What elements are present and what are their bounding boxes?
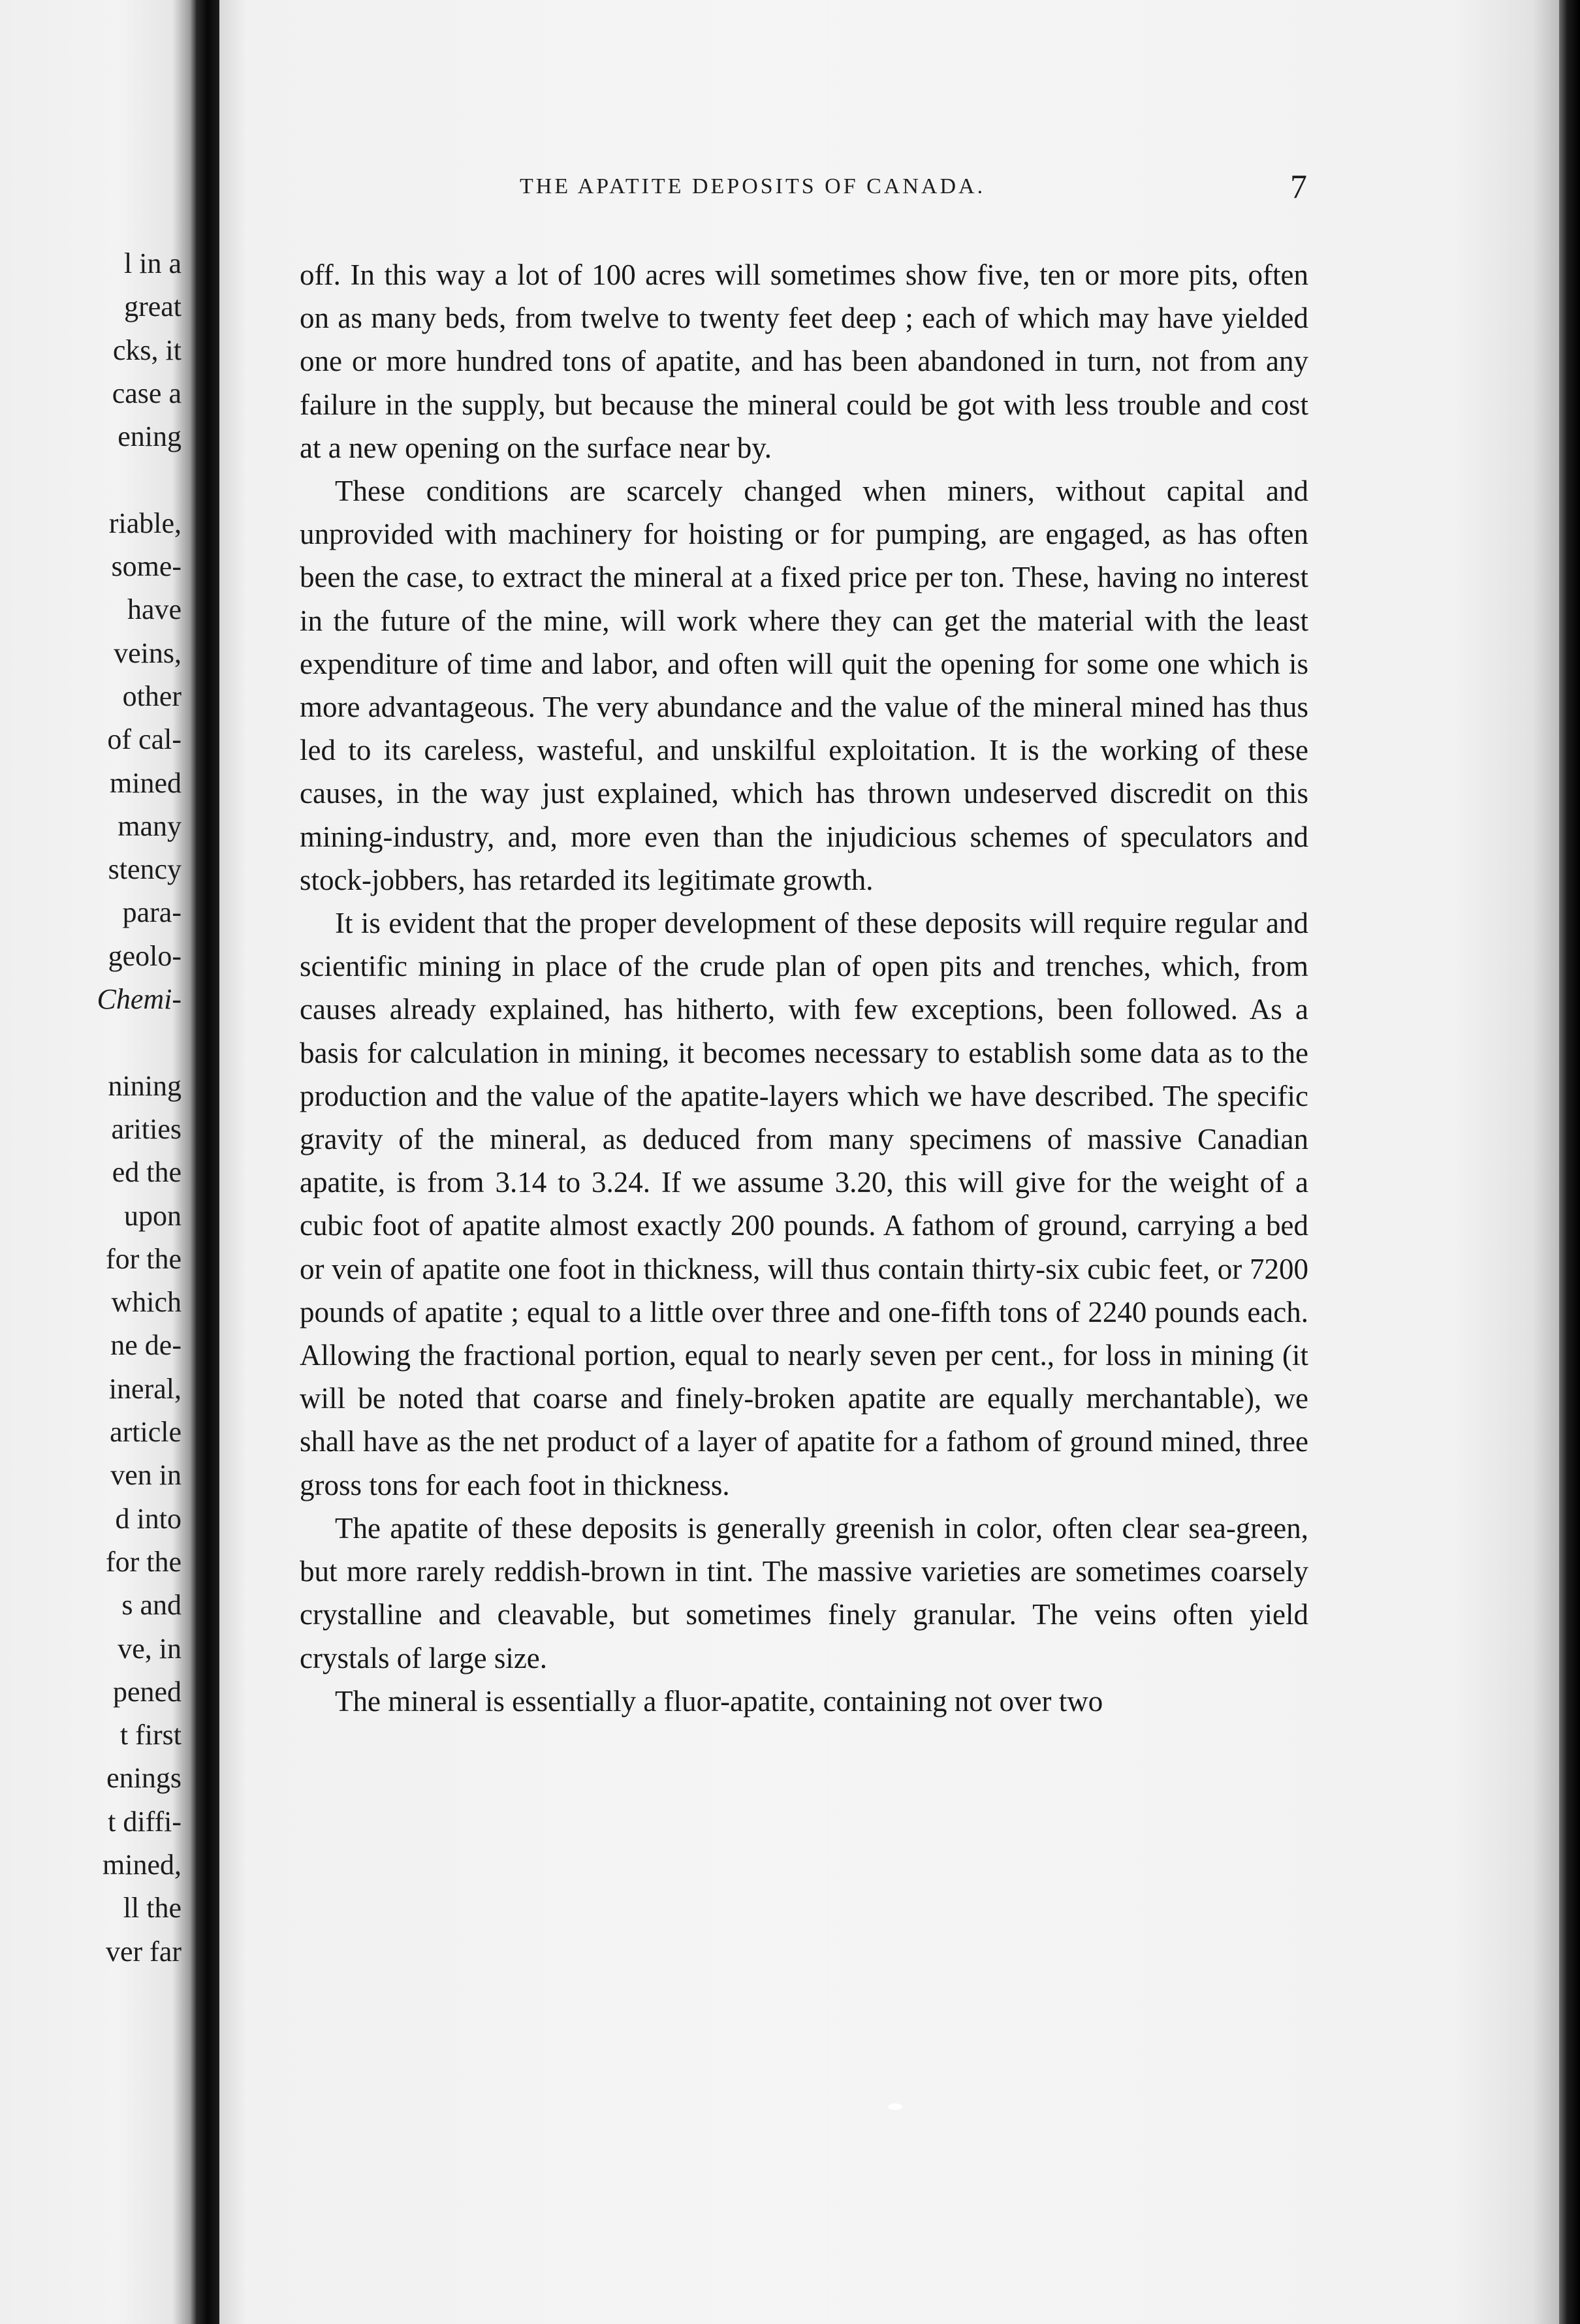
left-page-line: stency — [108, 853, 182, 886]
left-page-line: nining — [108, 1069, 182, 1102]
left-page-line: ver far — [105, 1935, 182, 1968]
left-page-line: ne de- — [110, 1329, 182, 1362]
left-page-line: upon — [124, 1199, 182, 1232]
left-page-line: s and — [121, 1589, 182, 1622]
left-page-line: riable, — [108, 507, 182, 539]
left-page-line: of cal- — [107, 723, 182, 756]
paragraph: The mineral is essentially a fluor-apatite, containing not over two — [335, 1684, 1103, 1718]
left-page-line: mined — [110, 766, 182, 799]
left-page-line: arities — [111, 1112, 182, 1145]
left-page-line: have — [127, 593, 182, 626]
left-page-line: cks, it — [112, 334, 182, 366]
left-page-line: great — [124, 290, 182, 323]
page-number: 7 — [1290, 168, 1307, 206]
left-page-line — [0, 465, 182, 509]
left-page-line: ening — [118, 420, 182, 453]
left-page-line: ed the — [112, 1156, 182, 1189]
left-page-line: case a — [112, 377, 182, 409]
paragraph: It is evident that the proper development of these deposits will require regular and scientific mining in place of the crude plan of open pits and trenches, which, from causes already explained, has hitherto, with few exceptions, been followed. As a basis for calculation in mining, it becomes necessary to establish some data as to the production and the value of the apatite-layers which we have described. The specific gravity of the mineral, as deduced from many specimens of massive Canadian apatite, is from 3.14 to 3.24. If we assume 3.20, this will give for the weight of a cubic foot of apatite almost exactly 200 pounds. A fathom of ground, carrying a bed or vein of apatite one foot in thickness, will thus contain thirty-six cubic feet, or 7200 pounds of apatite ; equal to a little over three and one-fifth tons of 2240 pounds each. Allowing the fractional portion, equal to nearly seven per cent., for loss in mining (it will be noted that coarse and finely-broken apatite are equally merchantable), we shall have as the net product of a layer of apatite for a fathom of ground mined, three gross tons for each foot in thickness. — [300, 907, 1308, 1501]
left-page-line: enings — [106, 1762, 182, 1795]
left-page-line: article — [110, 1416, 182, 1449]
left-page-line: Chemi- — [97, 983, 182, 1016]
left-page-line: t diffi- — [108, 1805, 182, 1838]
left-page-line: some- — [111, 550, 182, 583]
paragraph: These conditions are scarcely changed when miners, without capital and unprovided with machinery for hoisting or for pumping, are engaged, as has often been the case, to extract the mineral at a fixed price per ton. These, having no interest in the future of the mine, will work where they can get the material with the least expenditure of time and labor, and often will quit the opening for some one which is more advantageous. The very abundance and the value of the mineral mined has thus led to its careless, wasteful, and unskilful exploitation. It is the working of these causes, in the way just explained, which has thrown undeserved discredit on this mining-industry, and, more even than the injudicious schemes of speculators and stock-jobbers, has retarded its legitimate growth. — [300, 475, 1308, 896]
left-page-line: other — [122, 680, 182, 712]
page-edge-shadow — [1559, 0, 1580, 2324]
left-page-line: for the — [105, 1545, 182, 1578]
running-title: THE APATITE DEPOSITS OF CANADA. — [520, 174, 986, 198]
left-page-line — [0, 1028, 182, 1071]
left-page-line: for the — [105, 1242, 182, 1275]
left-page-line: ineral, — [108, 1372, 182, 1405]
left-page-line: ve, in — [118, 1632, 182, 1665]
paragraph: The apatite of these deposits is generally greenish in color, often clear sea-green, but more rarely reddish-brown in tint. The massive varieties are sometimes coarsely crystalline and cleavable, but sometimes finely granular. The veins often yield crystals of large size. — [300, 1511, 1308, 1674]
left-page-line: l in a — [124, 247, 182, 279]
left-page-line: veins, — [114, 636, 182, 669]
left-facing-page — [0, 0, 196, 2324]
left-page-line: d into — [115, 1502, 182, 1535]
paragraph: off. In this way a lot of 100 acres will sometimes show five, ten or more pits, often on as many beds, from twelve to twenty feet deep ; each of which may have yielded one or more hundred tons of apatite, and has been abandoned in turn, not from any failure in the supply, but because the mineral could be got with less trouble and cost at a new opening on the surface near by. — [300, 259, 1308, 464]
left-page-line: ll the — [123, 1892, 182, 1924]
body-text — [300, 253, 1308, 1723]
left-page-line: para- — [122, 896, 182, 929]
running-head — [219, 168, 1559, 217]
left-page-line: which — [111, 1286, 182, 1319]
left-page-line: t first — [119, 1719, 182, 1751]
paper-speck — [888, 2103, 902, 2110]
book-gutter — [196, 0, 219, 2324]
left-page-line: mined, — [103, 1848, 182, 1881]
left-page-line: many — [118, 809, 182, 842]
left-page-line: ven in — [110, 1459, 182, 1492]
left-page-line: pened — [112, 1675, 182, 1708]
left-page-text-fragments — [0, 249, 182, 1981]
left-page-line: geolo- — [108, 939, 182, 972]
